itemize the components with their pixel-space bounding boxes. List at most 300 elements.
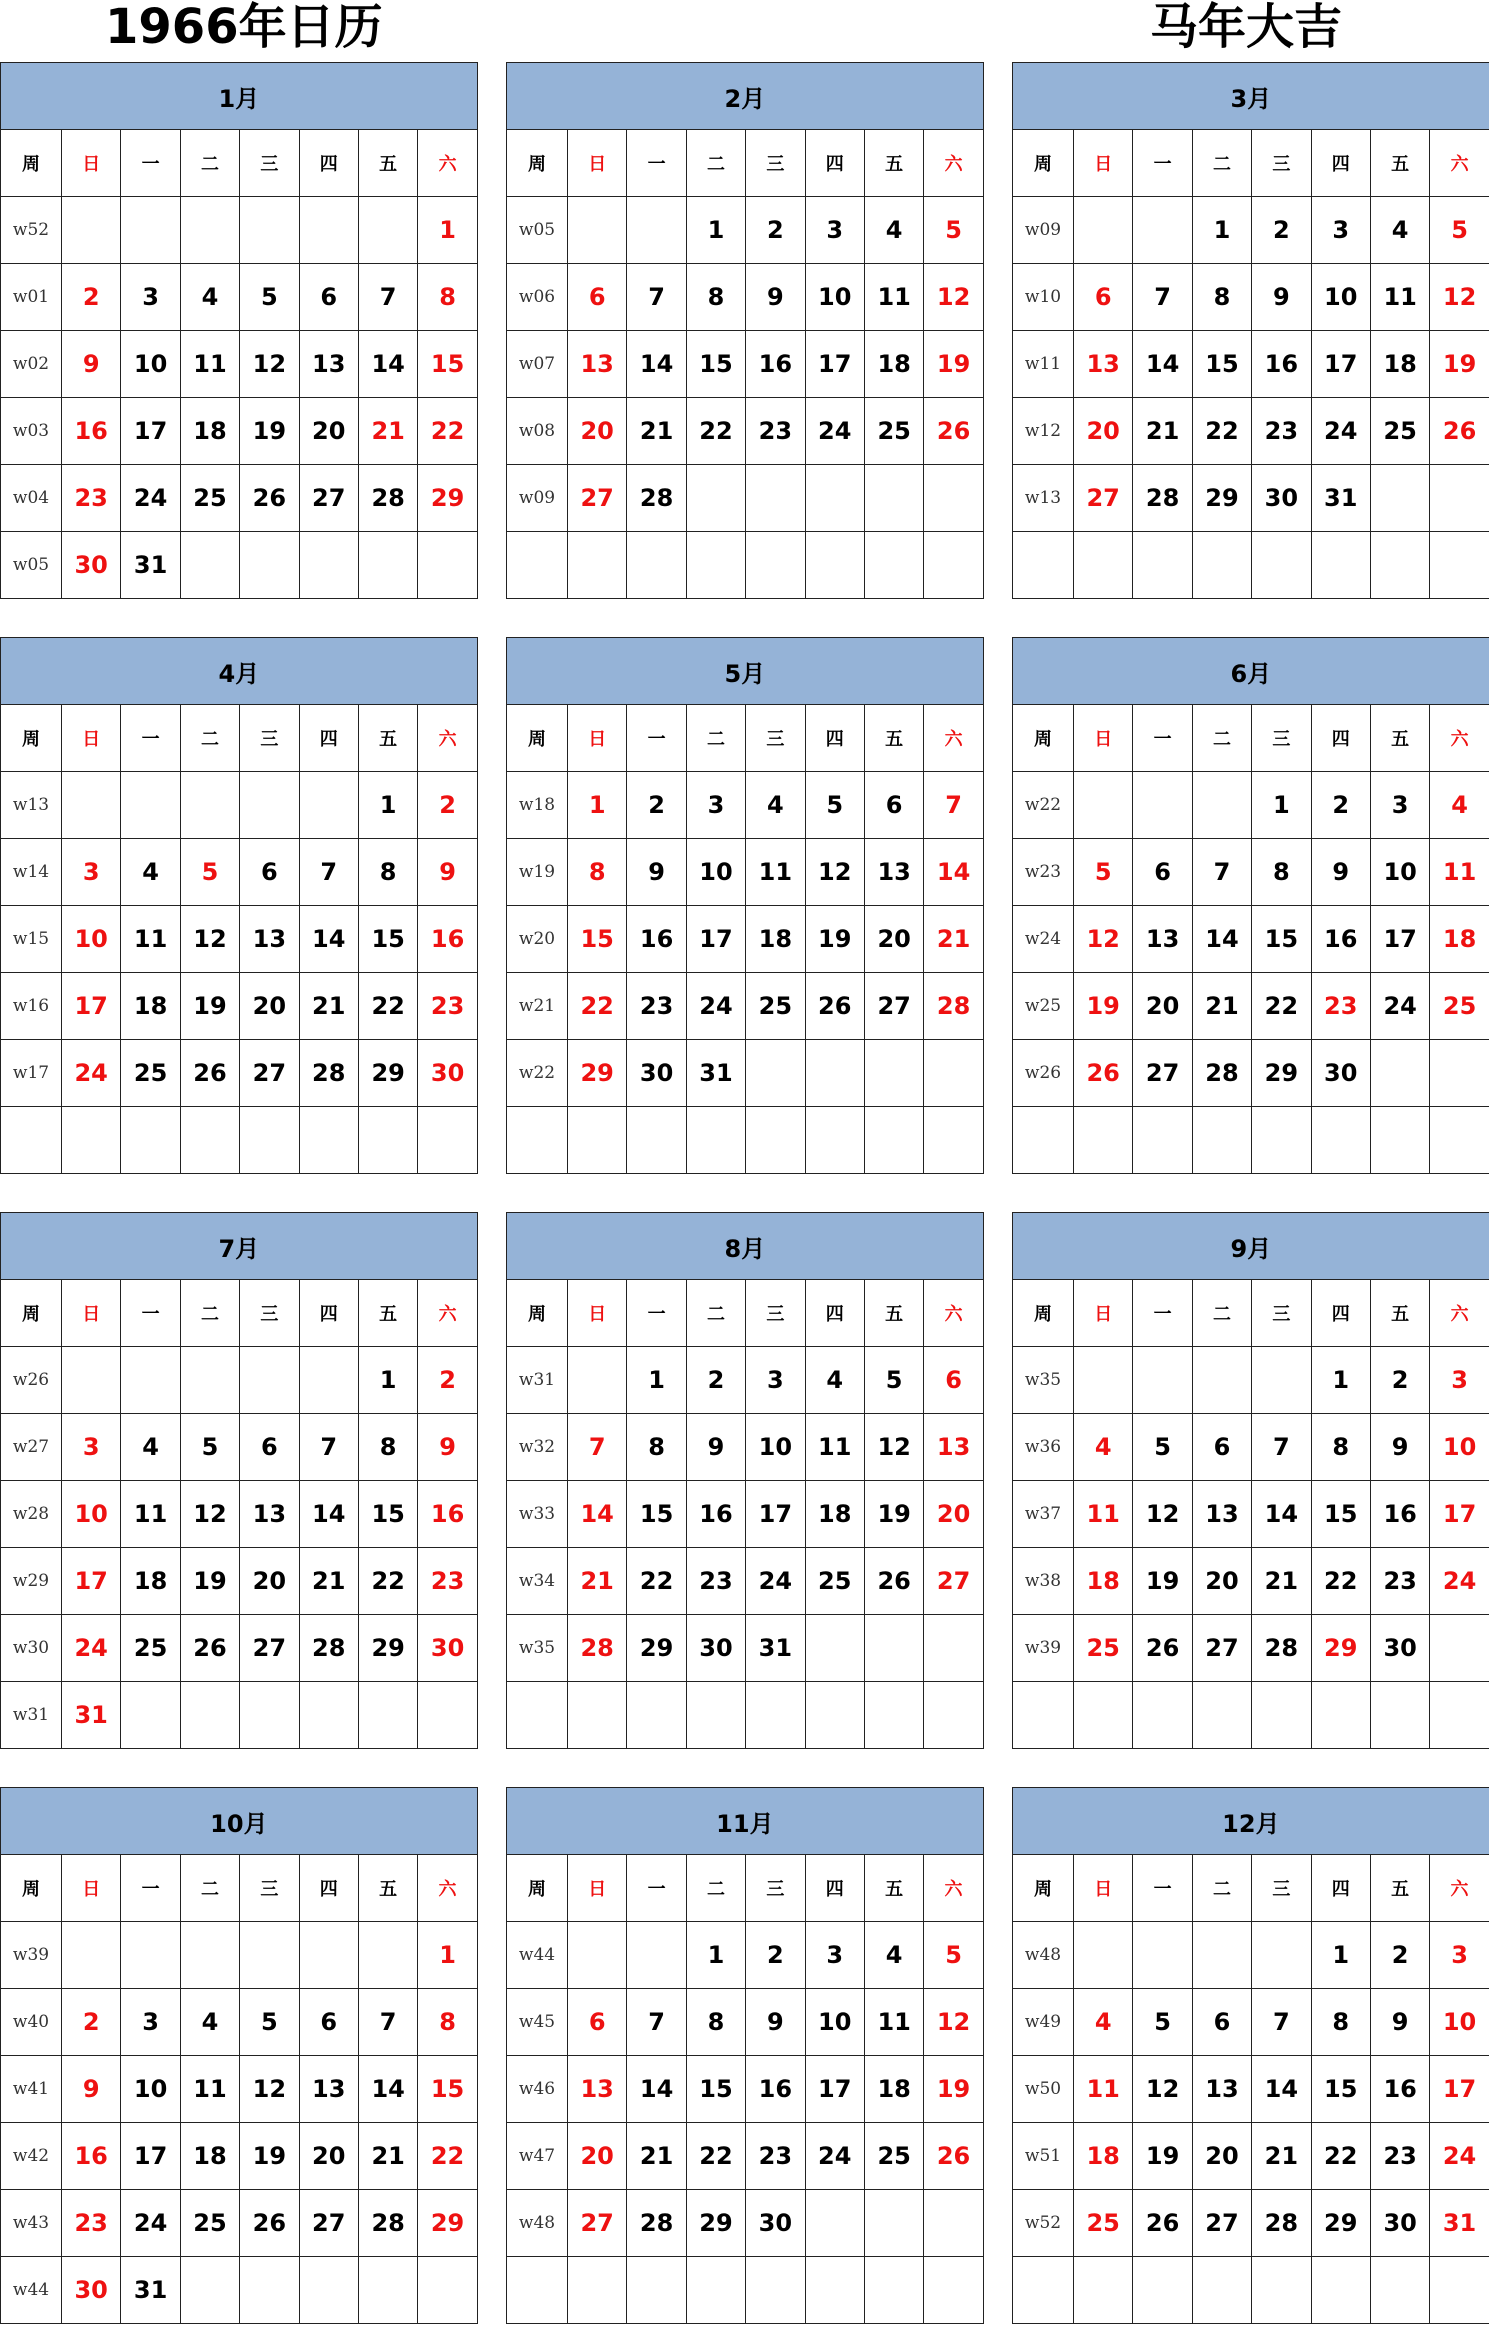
day-cell (746, 1040, 805, 1107)
day-cell (864, 532, 923, 599)
week-number: w36 (1013, 1414, 1074, 1481)
day-cell: 19 (240, 2123, 299, 2190)
week-row (1013, 1347, 1489, 1414)
day-cell: 19 (805, 906, 864, 973)
day-cell: 21 (1133, 398, 1192, 465)
day-cell: 19 (864, 1481, 923, 1548)
day-cell (1252, 1347, 1311, 1414)
week-number (507, 1107, 568, 1174)
week-number: w03 (1, 398, 62, 465)
day-cell: 16 (686, 1481, 745, 1548)
week-number: w17 (1, 1040, 62, 1107)
weekday-label: 五 (1370, 1855, 1429, 1922)
day-cell (924, 1615, 983, 1682)
day-cell (1311, 1107, 1370, 1174)
day-cell: 15 (1311, 1481, 1370, 1548)
day-cell: 13 (568, 2056, 627, 2123)
week-number: w05 (1, 532, 62, 599)
day-cell (1311, 1682, 1370, 1749)
month-title: 3月 (1013, 63, 1489, 130)
day-cell: 21 (627, 2123, 686, 2190)
day-cell: 23 (1311, 973, 1370, 1040)
day-cell (1252, 1922, 1311, 1989)
week-row (1013, 1481, 1489, 1548)
weekday-label: 五 (358, 1280, 417, 1347)
week-row (507, 1682, 984, 1749)
day-cell (240, 1107, 299, 1174)
day-cell (418, 2257, 477, 2324)
day-cell: 5 (240, 264, 299, 331)
day-cell: 30 (62, 2257, 121, 2324)
day-cell: 4 (1074, 1414, 1133, 1481)
weekday-label: 日 (1074, 130, 1133, 197)
month-title: 9月 (1013, 1213, 1489, 1280)
day-cell (924, 532, 983, 599)
day-cell: 13 (1074, 331, 1133, 398)
day-cell: 24 (1370, 973, 1429, 1040)
weekday-label: 五 (358, 1855, 417, 1922)
weekday-label: 四 (1311, 1855, 1370, 1922)
week-row (1, 398, 478, 465)
day-cell: 13 (299, 331, 358, 398)
week-row (507, 2056, 984, 2123)
day-cell (418, 1107, 477, 1174)
weekday-label: 周 (1013, 705, 1074, 772)
week-number: w32 (507, 1414, 568, 1481)
day-cell: 13 (1133, 906, 1192, 973)
day-cell: 6 (568, 264, 627, 331)
day-cell: 20 (1192, 2123, 1251, 2190)
week-row (507, 1615, 984, 1682)
week-number: w52 (1013, 2190, 1074, 2257)
day-cell: 1 (1192, 197, 1251, 264)
week-number: w45 (507, 1989, 568, 2056)
day-cell: 24 (62, 1615, 121, 1682)
day-cell: 1 (1311, 1922, 1370, 1989)
day-cell (299, 772, 358, 839)
day-cell: 5 (924, 1922, 983, 1989)
day-cell: 9 (1311, 839, 1370, 906)
day-cell: 29 (1192, 465, 1251, 532)
day-cell (1430, 1107, 1489, 1174)
day-cell (1370, 2257, 1429, 2324)
day-cell (240, 197, 299, 264)
day-cell: 4 (805, 1347, 864, 1414)
day-cell: 9 (746, 1989, 805, 2056)
weekday-label: 一 (627, 1855, 686, 1922)
day-cell (805, 532, 864, 599)
weekday-label: 日 (568, 130, 627, 197)
day-cell: 28 (627, 465, 686, 532)
day-cell (627, 1682, 686, 1749)
day-cell (924, 2257, 983, 2324)
day-cell: 25 (180, 2190, 239, 2257)
day-cell: 27 (240, 1040, 299, 1107)
day-cell: 13 (1192, 1481, 1251, 1548)
month-table (506, 637, 984, 1174)
day-cell: 2 (418, 772, 477, 839)
day-cell: 25 (180, 465, 239, 532)
weekday-label: 二 (686, 1855, 745, 1922)
day-cell: 18 (1074, 1548, 1133, 1615)
weekday-label: 六 (418, 1855, 477, 1922)
day-cell (686, 1682, 745, 1749)
day-cell: 24 (121, 465, 180, 532)
week-row (1013, 532, 1489, 599)
week-number: w49 (1013, 1989, 1074, 2056)
day-cell (299, 1347, 358, 1414)
day-cell: 9 (627, 839, 686, 906)
week-number: w21 (507, 973, 568, 1040)
day-cell (864, 465, 923, 532)
day-cell: 30 (1252, 465, 1311, 532)
week-row (1, 264, 478, 331)
day-cell: 10 (805, 264, 864, 331)
week-number: w20 (507, 906, 568, 973)
day-cell: 1 (686, 197, 745, 264)
day-cell: 28 (1133, 465, 1192, 532)
week-row (1013, 1040, 1489, 1107)
day-cell: 3 (1370, 772, 1429, 839)
day-cell: 7 (299, 839, 358, 906)
weekday-label: 四 (299, 1280, 358, 1347)
week-number: w16 (1, 973, 62, 1040)
day-cell: 1 (568, 772, 627, 839)
day-cell: 29 (1311, 1615, 1370, 1682)
day-cell: 12 (805, 839, 864, 906)
day-cell: 21 (568, 1548, 627, 1615)
day-cell (1192, 1107, 1251, 1174)
day-cell: 7 (358, 264, 417, 331)
week-number (1013, 1682, 1074, 1749)
day-cell: 14 (1252, 1481, 1311, 1548)
day-cell: 27 (1192, 1615, 1251, 1682)
day-cell: 5 (180, 1414, 239, 1481)
weekday-label: 三 (240, 1855, 299, 1922)
day-cell: 13 (240, 1481, 299, 1548)
day-cell (62, 1922, 121, 1989)
week-number: w12 (1013, 398, 1074, 465)
day-cell: 20 (240, 973, 299, 1040)
day-cell: 17 (62, 973, 121, 1040)
week-row (1013, 2123, 1489, 2190)
weekday-label: 三 (1252, 130, 1311, 197)
day-cell (1430, 1682, 1489, 1749)
day-cell: 17 (121, 398, 180, 465)
weekday-label: 日 (62, 1280, 121, 1347)
weekday-label: 一 (627, 1280, 686, 1347)
weekday-label: 三 (746, 130, 805, 197)
day-cell (180, 1347, 239, 1414)
day-cell: 6 (568, 1989, 627, 2056)
day-cell (121, 772, 180, 839)
day-cell: 25 (1074, 2190, 1133, 2257)
day-cell: 14 (299, 906, 358, 973)
week-row (1, 839, 478, 906)
day-cell (1370, 465, 1429, 532)
week-row (1013, 1682, 1489, 1749)
day-cell: 15 (627, 1481, 686, 1548)
day-cell: 18 (180, 398, 239, 465)
week-number: w25 (1013, 973, 1074, 1040)
day-cell: 25 (121, 1040, 180, 1107)
day-cell: 30 (1370, 2190, 1429, 2257)
day-cell (1430, 2257, 1489, 2324)
week-row (1013, 772, 1489, 839)
month-table (1012, 637, 1489, 1174)
day-cell: 14 (299, 1481, 358, 1548)
day-cell: 13 (924, 1414, 983, 1481)
weekday-label: 日 (568, 1855, 627, 1922)
weekday-label: 五 (864, 705, 923, 772)
day-cell (299, 532, 358, 599)
day-cell (1192, 532, 1251, 599)
day-cell: 14 (358, 2056, 417, 2123)
day-cell: 6 (299, 1989, 358, 2056)
month-block (0, 1787, 477, 2333)
day-cell: 3 (121, 1989, 180, 2056)
week-row (1013, 1107, 1489, 1174)
day-cell: 8 (627, 1414, 686, 1481)
day-cell: 23 (1370, 2123, 1429, 2190)
day-cell: 7 (1252, 1414, 1311, 1481)
month-title: 8月 (507, 1213, 984, 1280)
week-number: w24 (1013, 906, 1074, 973)
week-number: w38 (1013, 1548, 1074, 1615)
day-cell (627, 2257, 686, 2324)
day-cell: 15 (358, 906, 417, 973)
week-row (1013, 973, 1489, 1040)
day-cell: 20 (240, 1548, 299, 1615)
day-cell: 28 (627, 2190, 686, 2257)
day-cell (1430, 1040, 1489, 1107)
weekday-label: 周 (1, 1855, 62, 1922)
day-cell (1311, 2257, 1370, 2324)
day-cell: 10 (121, 2056, 180, 2123)
day-cell (1133, 1922, 1192, 1989)
week-row (1013, 2257, 1489, 2324)
day-cell: 31 (686, 1040, 745, 1107)
day-cell: 7 (924, 772, 983, 839)
week-number: w44 (1, 2257, 62, 2324)
weekday-label: 日 (1074, 1855, 1133, 1922)
day-cell: 8 (358, 1414, 417, 1481)
day-cell (1430, 1615, 1489, 1682)
day-cell (1192, 772, 1251, 839)
weekday-label: 日 (62, 130, 121, 197)
week-number: w48 (507, 2190, 568, 2257)
day-cell: 14 (568, 1481, 627, 1548)
day-cell: 12 (240, 331, 299, 398)
week-number: w37 (1013, 1481, 1074, 1548)
week-row (507, 264, 984, 331)
week-number: w35 (507, 1615, 568, 1682)
day-cell (121, 1347, 180, 1414)
day-cell: 16 (418, 1481, 477, 1548)
day-cell: 3 (1430, 1347, 1489, 1414)
month-block (506, 637, 983, 1183)
week-row (507, 197, 984, 264)
day-cell: 18 (1074, 2123, 1133, 2190)
weekday-label: 四 (805, 1280, 864, 1347)
day-cell (864, 1682, 923, 1749)
day-cell: 16 (62, 398, 121, 465)
weekday-label: 日 (62, 705, 121, 772)
weekday-label: 一 (627, 705, 686, 772)
day-cell (924, 1682, 983, 1749)
day-cell: 6 (240, 1414, 299, 1481)
week-row (507, 1548, 984, 1615)
weekday-label: 三 (240, 1280, 299, 1347)
day-cell: 16 (62, 2123, 121, 2190)
week-number: w50 (1013, 2056, 1074, 2123)
day-cell (1192, 1682, 1251, 1749)
month-table (1012, 62, 1489, 599)
day-cell (1370, 1040, 1429, 1107)
day-cell (864, 2190, 923, 2257)
day-cell (1074, 1347, 1133, 1414)
day-cell: 4 (864, 197, 923, 264)
day-cell: 24 (746, 1548, 805, 1615)
weekday-label: 四 (805, 130, 864, 197)
day-cell: 10 (62, 906, 121, 973)
day-cell: 7 (568, 1414, 627, 1481)
day-cell (1074, 1682, 1133, 1749)
day-cell: 16 (746, 2056, 805, 2123)
day-cell: 30 (686, 1615, 745, 1682)
day-cell (240, 2257, 299, 2324)
day-cell (121, 1922, 180, 1989)
day-cell: 25 (121, 1615, 180, 1682)
day-cell: 22 (686, 398, 745, 465)
day-cell: 16 (1370, 1481, 1429, 1548)
week-number: w31 (1, 1682, 62, 1749)
day-cell (627, 1107, 686, 1174)
day-cell: 16 (1311, 906, 1370, 973)
day-cell: 12 (1430, 264, 1489, 331)
day-cell: 22 (627, 1548, 686, 1615)
day-cell: 17 (1430, 2056, 1489, 2123)
weekday-label: 四 (299, 705, 358, 772)
weekday-label: 四 (299, 130, 358, 197)
day-cell: 29 (1252, 1040, 1311, 1107)
weekday-label: 六 (1430, 130, 1489, 197)
week-number: w05 (507, 197, 568, 264)
day-cell (1074, 772, 1133, 839)
day-cell (1074, 2257, 1133, 2324)
day-cell: 14 (358, 331, 417, 398)
day-cell: 30 (1370, 1615, 1429, 1682)
month-block (506, 62, 983, 608)
week-number: w10 (1013, 264, 1074, 331)
week-number: w14 (1, 839, 62, 906)
day-cell: 8 (1192, 264, 1251, 331)
week-row (1, 1682, 478, 1749)
day-cell: 17 (805, 331, 864, 398)
day-cell: 24 (121, 2190, 180, 2257)
week-number: w18 (507, 772, 568, 839)
day-cell: 6 (299, 264, 358, 331)
weekday-label: 二 (686, 705, 745, 772)
day-cell (864, 1107, 923, 1174)
day-cell (864, 1040, 923, 1107)
week-row (1, 772, 478, 839)
week-row (1, 2123, 478, 2190)
day-cell (627, 197, 686, 264)
weekday-label: 周 (1013, 1280, 1074, 1347)
day-cell: 7 (1133, 264, 1192, 331)
day-cell (180, 532, 239, 599)
week-number (507, 1682, 568, 1749)
week-number: w52 (1, 197, 62, 264)
day-cell: 19 (180, 1548, 239, 1615)
day-cell: 26 (1074, 1040, 1133, 1107)
day-cell: 2 (62, 1989, 121, 2056)
day-cell: 6 (1074, 264, 1133, 331)
day-cell: 9 (746, 264, 805, 331)
day-cell: 22 (418, 398, 477, 465)
weekday-label: 周 (507, 130, 568, 197)
day-cell: 15 (686, 2056, 745, 2123)
weekday-label: 六 (1430, 1855, 1489, 1922)
day-cell: 5 (864, 1347, 923, 1414)
day-cell: 19 (240, 398, 299, 465)
weekday-label: 周 (1013, 1855, 1074, 1922)
weekday-label: 六 (418, 705, 477, 772)
day-cell (924, 2190, 983, 2257)
day-cell: 23 (1370, 1548, 1429, 1615)
month-table (506, 1212, 984, 1749)
day-cell: 19 (1133, 2123, 1192, 2190)
day-cell: 19 (924, 2056, 983, 2123)
day-cell: 12 (1133, 2056, 1192, 2123)
day-cell: 11 (121, 1481, 180, 1548)
day-cell (1133, 772, 1192, 839)
weekday-label: 四 (1311, 705, 1370, 772)
day-cell: 8 (358, 839, 417, 906)
day-cell: 2 (627, 772, 686, 839)
day-cell: 26 (1133, 2190, 1192, 2257)
day-cell: 13 (1192, 2056, 1251, 2123)
day-cell: 1 (686, 1922, 745, 1989)
day-cell: 27 (1192, 2190, 1251, 2257)
day-cell: 13 (299, 2056, 358, 2123)
day-cell (240, 772, 299, 839)
day-cell (864, 2257, 923, 2324)
day-cell: 5 (924, 197, 983, 264)
day-cell: 7 (1192, 839, 1251, 906)
weekday-label: 一 (1133, 1280, 1192, 1347)
day-cell: 12 (924, 1989, 983, 2056)
month-block (506, 1212, 983, 1758)
day-cell: 20 (1192, 1548, 1251, 1615)
day-cell: 8 (568, 839, 627, 906)
day-cell: 4 (864, 1922, 923, 1989)
week-number (1013, 532, 1074, 599)
week-row (507, 839, 984, 906)
day-cell: 11 (121, 906, 180, 973)
day-cell: 3 (805, 1922, 864, 1989)
day-cell: 31 (1311, 465, 1370, 532)
day-cell: 11 (864, 264, 923, 331)
day-cell: 11 (1370, 264, 1429, 331)
weekday-label: 二 (1192, 130, 1251, 197)
day-cell: 15 (358, 1481, 417, 1548)
week-number (507, 2257, 568, 2324)
day-cell: 26 (1430, 398, 1489, 465)
day-cell: 13 (864, 839, 923, 906)
day-cell: 27 (299, 2190, 358, 2257)
